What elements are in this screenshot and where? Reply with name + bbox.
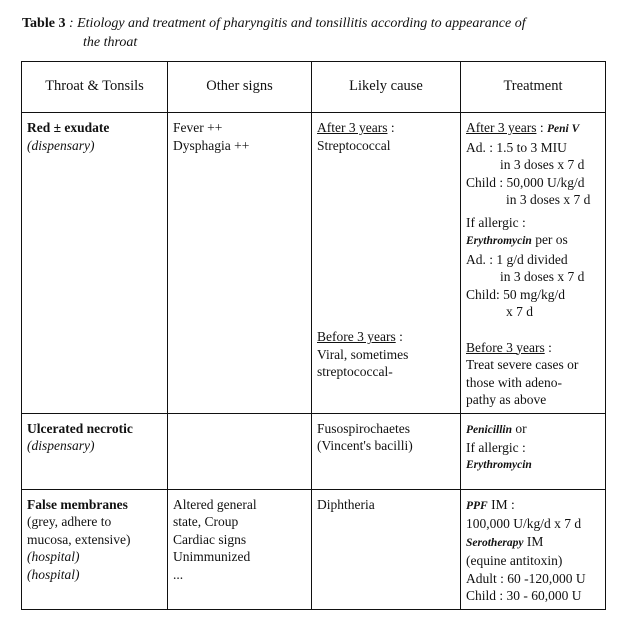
- drug-name: Peni V: [546, 123, 580, 135]
- sign-line: Altered general: [173, 496, 257, 512]
- treatment-colon: :: [544, 339, 552, 355]
- caption-title-cont: the throat: [83, 35, 138, 50]
- dose-line: 100,000 U/kg/d x 7 d: [466, 516, 582, 531]
- throat-label: Red ± exudate: [27, 120, 110, 135]
- cause-colon: :: [395, 329, 403, 344]
- dose-line: x 7 d: [506, 304, 533, 319]
- sign-line: ...: [173, 566, 184, 582]
- cell-signs: [168, 489, 312, 609]
- cause-heading: After 3 years: [317, 120, 388, 135]
- cause-text: (Vincent's bacilli): [317, 438, 413, 453]
- cell-treatment: [461, 413, 606, 489]
- cause-text: Streptococcal: [317, 137, 391, 153]
- caption-label: Table 3: [22, 16, 66, 31]
- cell-cause: [312, 113, 461, 414]
- route-text: IM :: [487, 496, 515, 512]
- cell-treatment: [461, 489, 606, 609]
- treatment-text: or: [512, 420, 527, 436]
- cell-cause: [312, 413, 461, 489]
- throat-text: (grey, adhere to: [27, 514, 112, 529]
- header-throat: Throat & Tonsils: [22, 62, 168, 113]
- sign-line: Dysphagia ++: [173, 137, 250, 153]
- sign-line: Cardiac signs: [173, 531, 247, 547]
- throat-label: Ulcerated necrotic: [27, 420, 133, 436]
- drug-name: Erythromycin: [466, 458, 532, 471]
- throat-text: mucosa, extensive): [27, 531, 131, 547]
- etiology-table: [21, 61, 606, 610]
- dose-line: Ad. : 1 g/d divided: [466, 251, 568, 267]
- header-likely-cause: Likely cause: [312, 62, 461, 113]
- dose-line: Ad. : 1.5 to 3 MIU: [466, 139, 567, 155]
- dose-line: Child: 50 mg/kg/d: [466, 286, 566, 302]
- dose-line: in 3 doses x 7 d: [500, 157, 585, 172]
- drug-name: PPF: [466, 499, 488, 512]
- dose-line: Adult : 60 -120,000 U: [466, 570, 586, 586]
- throat-label: False membranes: [27, 496, 128, 512]
- treatment-heading: After 3 years: [466, 120, 537, 135]
- throat-note: (hospital): [27, 549, 80, 564]
- cell-throat: [22, 113, 168, 414]
- allergic-label: If allergic :: [466, 214, 526, 230]
- dose-line: in 3 doses x 7 d: [500, 269, 585, 284]
- cause-text: Diphtheria: [317, 496, 375, 512]
- dose-line: Child : 30 - 60,000 U: [466, 588, 582, 603]
- treatment-text: pathy as above: [466, 392, 547, 407]
- cell-throat: [22, 413, 168, 489]
- route-text: IM: [523, 533, 544, 549]
- throat-note: (dispensary): [27, 438, 95, 453]
- cause-text: streptococcal-: [317, 364, 393, 379]
- sign-line: Unimmunized: [173, 549, 251, 564]
- throat-note: (hospital): [27, 566, 80, 582]
- dose-line: in 3 doses x 7 d: [506, 192, 591, 207]
- throat-note: (dispensary): [27, 137, 95, 153]
- table-row: [22, 113, 606, 414]
- table-row: [22, 489, 606, 609]
- cell-treatment: [461, 113, 606, 414]
- header-row: [22, 62, 606, 113]
- cause-text: Fusospirochaetes: [317, 420, 410, 436]
- dose-line: (equine antitoxin): [466, 553, 563, 568]
- table-row: [22, 413, 606, 489]
- allergic-label: If allergic :: [466, 440, 526, 455]
- cause-colon: :: [387, 120, 395, 135]
- sign-line: Fever ++: [173, 120, 223, 135]
- cause-heading: Before 3 years: [317, 329, 396, 344]
- cell-signs: [168, 113, 312, 414]
- cause-text: Viral, sometimes: [317, 346, 409, 362]
- drug-name: Serotherapy: [466, 536, 524, 549]
- drug-name: Erythromycin: [466, 235, 532, 247]
- caption-title: : Etiology and treatment of pharyngitis and tonsillitis according to appearance of: [68, 16, 526, 31]
- route-text: per os: [531, 232, 568, 247]
- drug-name: Penicillin: [466, 423, 512, 436]
- sign-line: state, Croup: [173, 514, 239, 529]
- treatment-heading: Before 3 years: [466, 339, 545, 355]
- cell-signs: [168, 413, 312, 489]
- dose-line: Child : 50,000 U/kg/d: [466, 174, 585, 190]
- cell-cause: [312, 489, 461, 609]
- treatment-text: Treat severe cases or: [466, 357, 579, 372]
- cell-throat: [22, 489, 168, 609]
- header-treatment: Treatment: [461, 62, 606, 113]
- header-other-signs: Other signs: [168, 62, 312, 113]
- treatment-colon: :: [536, 120, 547, 135]
- table-caption: [22, 14, 612, 52]
- treatment-text: those with adeno-: [466, 374, 562, 390]
